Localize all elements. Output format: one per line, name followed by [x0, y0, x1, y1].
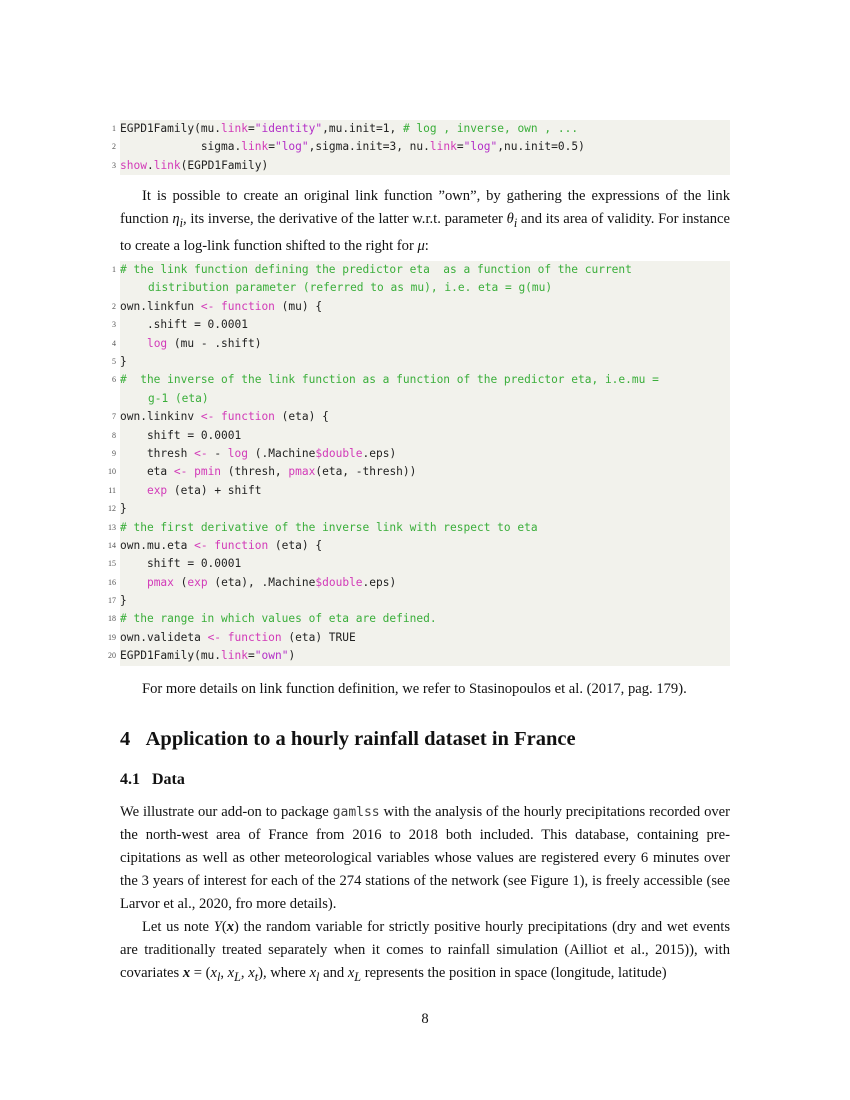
code-token: own.mu.eta	[120, 538, 195, 552]
code-token: (.Machine	[248, 446, 316, 460]
code-token: distribution parameter (referred to as mu), i.e. eta = g(mu)	[148, 281, 553, 295]
line-number: 18	[108, 614, 116, 624]
code-line	[112, 427, 730, 445]
code-text	[120, 300, 322, 313]
code-token: (mu) {	[274, 299, 323, 313]
code-line	[112, 445, 730, 463]
code-token: }	[120, 502, 127, 516]
code-block-2	[108, 261, 730, 666]
line-number: 1	[112, 124, 116, 133]
code-token: (eta), .Machine	[207, 575, 316, 589]
code-token: link	[221, 649, 248, 663]
code-token: <- pmin	[173, 465, 222, 479]
code-token: EGPD1Family(mu.	[120, 649, 222, 663]
code-token: )	[288, 649, 296, 663]
code-text	[120, 576, 396, 589]
code-block-1	[112, 120, 730, 175]
code-token: "own"	[254, 649, 289, 663]
code-token	[120, 337, 147, 350]
code-token: # the link function defining the predictor eta as a function of the current	[120, 263, 632, 276]
code-token: # log , inverse, own , ...	[402, 122, 579, 135]
paragraph-more-details: For more details on link function definition, we refer to Stasinopoulos et al. (2017, pag. 179).	[142, 681, 687, 697]
line-number: 10	[108, 467, 116, 477]
code-token: eta	[120, 465, 174, 479]
code-text	[120, 612, 437, 625]
code-token: (eta) + shift	[167, 483, 262, 497]
subsection-heading: 4.1 Data	[120, 771, 185, 788]
line-number: 8	[112, 430, 116, 440]
code-token: "log"	[463, 140, 498, 154]
code-token: ,mu.init=1,	[322, 122, 403, 135]
code-token: # the first derivative of the inverse link with respect to eta	[120, 520, 538, 534]
code-token: own.valideta	[120, 630, 208, 644]
code-token: # the range in which values of eta are defined.	[120, 612, 437, 626]
code-text	[120, 410, 329, 423]
section-heading: 4 Application to a hourly rainfall dataset in France	[120, 728, 576, 750]
code-token: $double	[315, 446, 363, 460]
code-token: thresh	[120, 446, 195, 460]
code-line	[112, 335, 730, 353]
code-token	[120, 484, 147, 497]
code-line	[108, 592, 730, 610]
code-token: }	[120, 594, 127, 608]
code-text	[120, 159, 268, 172]
code-continuation	[120, 279, 730, 297]
code-continuation	[120, 390, 730, 408]
code-token: show	[120, 158, 147, 172]
code-token: "identity"	[254, 122, 323, 135]
code-token: <- function	[207, 630, 282, 644]
code-text	[120, 355, 127, 368]
code-token: <- function	[194, 538, 269, 552]
code-line	[112, 371, 730, 408]
code-line	[112, 138, 730, 156]
line-number: 7	[112, 412, 116, 422]
code-token: exp	[146, 483, 168, 497]
code-token: (mu - .shift)	[167, 336, 262, 350]
code-token: ,nu.init=0.5)	[497, 140, 585, 154]
code-line	[112, 316, 730, 334]
code-line	[108, 500, 730, 518]
code-text	[120, 465, 416, 478]
code-token: shift = 0.0001	[120, 557, 242, 571]
code-token: ,sigma.init=3, nu.	[308, 140, 430, 154]
page-number: 8	[421, 1011, 429, 1027]
code-text	[120, 373, 659, 386]
line-number: 2	[112, 142, 116, 152]
line-number: 17	[108, 596, 116, 606]
line-number: 12	[108, 504, 116, 514]
code-token: (	[173, 575, 188, 589]
code-token: .	[146, 158, 154, 172]
code-text	[120, 557, 241, 570]
code-line	[108, 519, 730, 537]
code-text	[120, 263, 632, 276]
code-text	[120, 594, 127, 607]
line-number: 6	[112, 375, 116, 385]
code-token: $double	[315, 575, 363, 589]
code-token: log	[146, 336, 168, 350]
code-text	[120, 484, 261, 497]
code-token: =	[268, 140, 275, 154]
line-number: 16	[108, 577, 116, 587]
code-token: (eta) TRUE	[281, 630, 356, 644]
paragraph-data: We illustrate our add-on to package gamlss with the analysis of the hourly precipitations recorded over the north-west area of France from 2016 to 2018 both included. This database, containing pre-cipitations as well as other meteorological variables whose values are registered every 6 minutes over the 3 years of interest for each of the 274 stations of the network (see Figure 1), is freely accessible (see Larvor et al., 2020, fro more details).	[120, 804, 731, 912]
code-line	[112, 298, 730, 316]
line-number: 13	[108, 522, 116, 532]
code-token: link	[241, 140, 269, 154]
code-token: g-1 (eta)	[148, 391, 209, 405]
code-token: exp	[187, 575, 208, 589]
code-line	[108, 574, 730, 592]
code-line	[108, 537, 730, 555]
code-line	[108, 482, 730, 500]
code-token: <- function	[200, 299, 275, 313]
code-token: link	[153, 158, 181, 172]
line-number: 3	[112, 160, 116, 170]
code-token: =	[248, 122, 255, 135]
code-token: }	[120, 354, 127, 368]
code-text	[120, 337, 261, 350]
code-token: pmax	[288, 465, 316, 479]
code-token: EGPD1Family(mu.	[120, 122, 222, 135]
code-token: link	[429, 140, 457, 154]
line-number: 20	[108, 651, 116, 661]
code-token: log	[227, 446, 249, 460]
code-token: (eta, -thresh))	[315, 465, 417, 479]
code-line	[112, 408, 730, 426]
code-line	[112, 120, 730, 138]
code-token: .eps)	[362, 446, 397, 460]
code-line	[108, 555, 730, 573]
code-line	[112, 157, 730, 175]
code-text	[120, 539, 322, 552]
code-text	[120, 649, 295, 662]
line-number: 19	[108, 632, 116, 642]
paragraph-random-variable: Let us note Y(x) the random variable for strictly positive hourly precipitations (dry and wet events are traditionally treated separately when it comes to rainfall simulation (Ailliot et al., 2015)), with covariates $x = (x_l$, $x_L$, $x_t$), where $x_l$ and $x_L$ represents the position in space (longitude, latitude)	[120, 919, 730, 984]
code-line	[108, 629, 730, 647]
code-text	[120, 318, 248, 331]
line-number: 3	[112, 320, 116, 330]
code-token: <- function	[200, 410, 275, 424]
code-token: link	[221, 122, 248, 135]
code-text	[120, 447, 396, 460]
line-number: 14	[108, 540, 116, 550]
code-line	[108, 610, 730, 628]
code-line	[108, 463, 730, 481]
line-number: 2	[112, 301, 116, 311]
code-token: <-	[194, 446, 208, 460]
code-token: pmax	[146, 575, 174, 589]
code-token: =	[456, 140, 464, 154]
code-token: .shift = 0.0001	[120, 318, 248, 332]
code-text	[120, 521, 538, 534]
code-token: (EGPD1Family)	[180, 158, 269, 172]
code-line	[108, 647, 730, 665]
code-text	[120, 502, 127, 515]
line-number: 15	[108, 559, 116, 569]
line-number: 9	[112, 448, 116, 458]
code-token: shift = 0.0001	[120, 428, 242, 442]
code-token: .eps)	[362, 575, 397, 589]
code-token: (eta) {	[268, 538, 323, 552]
code-line	[112, 261, 730, 298]
code-token: (thresh,	[221, 465, 289, 479]
line-number: 5	[112, 356, 116, 366]
code-token: sigma.	[120, 140, 242, 154]
code-token	[120, 576, 147, 589]
code-token: -	[207, 446, 228, 460]
code-text	[120, 122, 578, 135]
code-text	[120, 631, 356, 644]
code-token: own.linkinv	[120, 410, 201, 424]
code-line	[112, 353, 730, 371]
code-token: own.linkfun	[120, 299, 201, 313]
code-token: # the inverse of the link function as a function of the predictor eta, i.e.mu =	[120, 373, 659, 387]
line-number: 11	[108, 485, 116, 495]
code-text	[120, 429, 241, 442]
code-text	[120, 140, 585, 153]
code-token: "log"	[274, 140, 309, 154]
code-token: =	[248, 649, 255, 663]
paragraph-link-function: It is possible to create an original link function ”own”, by gathering the expressions of the link function $\eta_i$, its inverse, the derivative of the latter w.r.t. parameter $\theta_i$ and its area of validity. For instance to create a log-link function shifted to the right for μ:	[120, 188, 730, 254]
line-number: 4	[112, 338, 116, 348]
code-token: (eta) {	[274, 410, 329, 424]
line-number: 1	[112, 265, 116, 274]
